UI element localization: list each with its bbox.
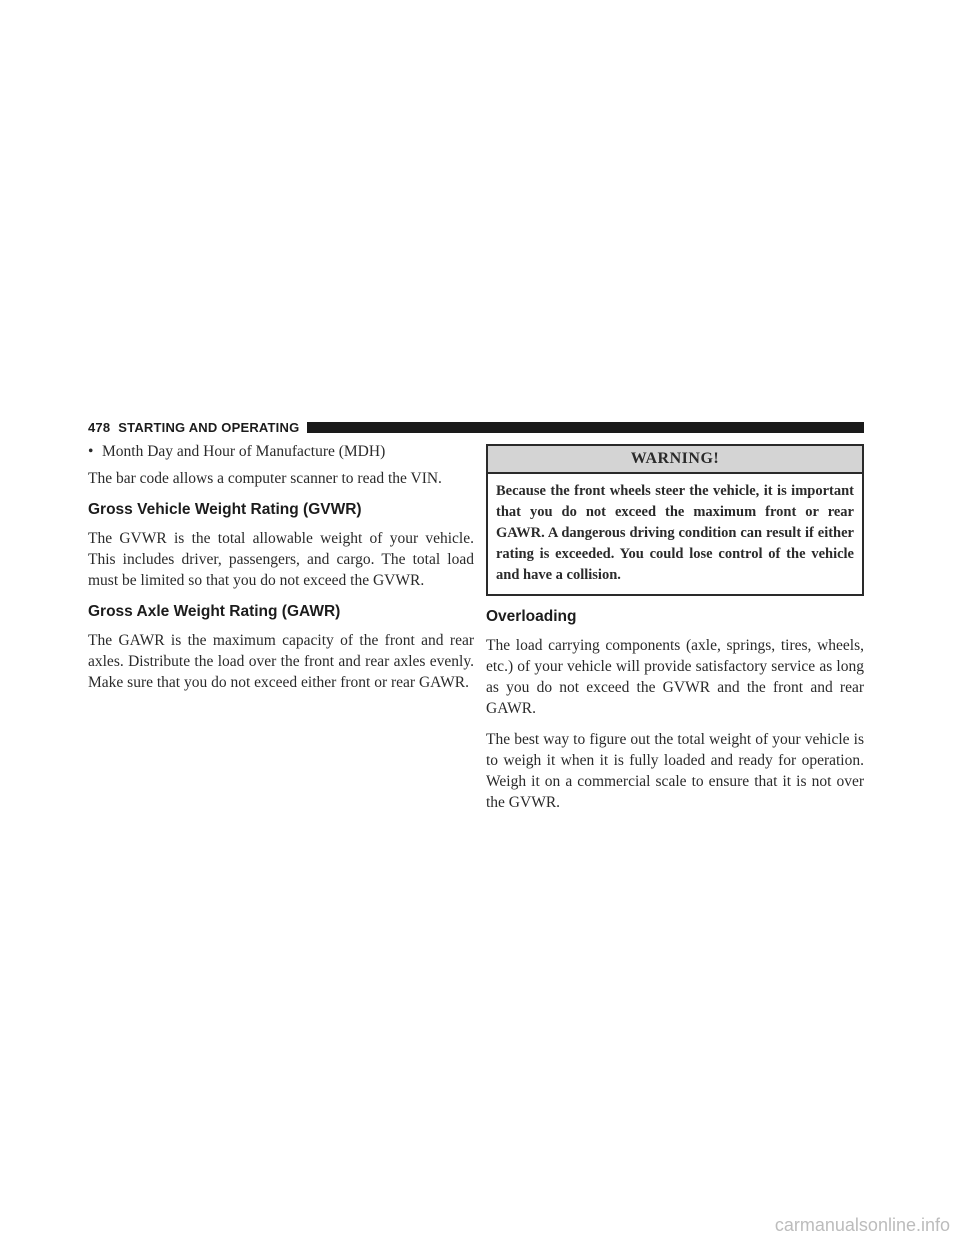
section-title: STARTING AND OPERATING — [118, 419, 300, 435]
overloading-heading: Overloading — [486, 608, 577, 625]
warning-text: Because the front wheels steer the vehicle, it is important that you do not exceed the maximum front or rear GAWR. A dangerous driving condition can result if either rating is exceeded. You could lose control of the vehicle and have a collision. — [496, 483, 854, 583]
page-header — [88, 419, 864, 435]
gvwr-heading: Gross Vehicle Weight Rating (GVWR) — [88, 501, 362, 518]
overloading-paragraph-1: The load carrying components (axle, springs, tires, wheels, etc.) of your vehicle will provide satisfactory service as long as you do not exceed the GVWR and the front and rear GAWR. — [486, 637, 864, 717]
gawr-paragraph: The GAWR is the maximum capacity of the front and rear axles. Distribute the load over the front and rear axles evenly. Make sure that you do not exceed either front or rear GAWR. — [88, 632, 474, 691]
bullet-text: Month Day and Hour of Manufacture (MDH) — [102, 443, 386, 460]
bullet-item — [88, 441, 474, 462]
gvwr-paragraph: The GVWR is the total allowable weight of your vehicle. This includes driver, passengers, and cargo. The total load must be limited so that you do not exceed the GVWR. — [88, 530, 474, 589]
left-column — [88, 441, 474, 703]
warning-title: WARNING! — [488, 446, 862, 474]
right-column — [486, 444, 864, 823]
gawr-heading: Gross Axle Weight Rating (GAWR) — [88, 603, 341, 620]
site-watermark: carmanualsonline.info — [774, 1215, 950, 1235]
warning-box — [486, 444, 864, 596]
page-number: 478 — [88, 419, 111, 435]
bullet-mark: • — [88, 443, 94, 460]
barcode-paragraph: The bar code allows a computer scanner to read the VIN. — [88, 470, 442, 487]
overloading-paragraph-2: The best way to figure out the total weight of your vehicle is to weigh it when it is fully loaded and ready for operation. Weigh it on a commercial scale to ensure that it is not over the GVWR. — [486, 731, 864, 811]
header-rule — [307, 422, 864, 433]
